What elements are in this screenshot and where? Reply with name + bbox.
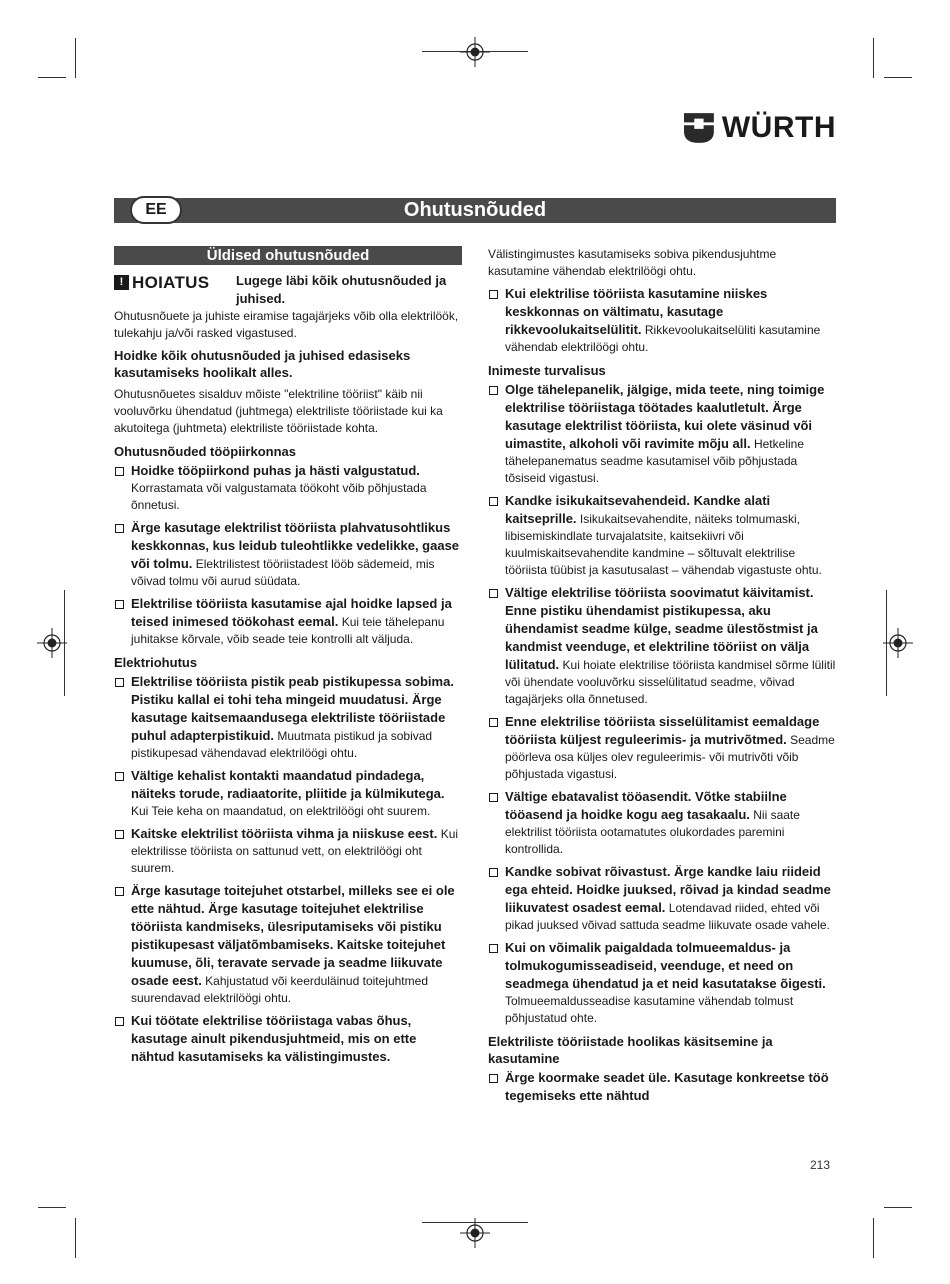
item-text: Elektrilistest tööriistadest lööb sädemeid, mis võivad tolmu või aurud süüdata. — [131, 557, 435, 588]
checkbox-bullet-icon — [115, 830, 124, 839]
item-bold: Kandke sobivat rõivastust. Ärge kandke laiu riideid ega ehteid. Hoidke juuksed, rõivad ja kindad seadme liikuvatest osadest eemal. — [505, 864, 831, 915]
item-bold: Elektrilise tööriista kasutamise ajal hoidke lapsed ja teised inimesed töökohast eemal. — [131, 596, 452, 629]
item-text: Rikkevoolukaitselüliti kasutamine vähendab elektrilöögi ohtu. — [505, 323, 821, 354]
list-item — [488, 492, 836, 579]
checkbox-bullet-icon — [115, 772, 124, 781]
workplace-list — [114, 462, 462, 648]
checkbox-bullet-icon — [115, 524, 124, 533]
checkbox-bullet-icon — [115, 600, 124, 609]
registration-mark-left — [37, 628, 67, 658]
list-item — [488, 788, 836, 858]
keep-instructions: Hoidke kõik ohutusnõuded ja juhised edasiseks kasutamiseks hoolikalt alles. — [114, 348, 411, 380]
checkbox-bullet-icon — [489, 290, 498, 299]
item-bold: Kaitske elektrilist tööriista vihma ja niiskuse eest. — [131, 826, 438, 841]
section-title: Üldised ohutusnõuded — [114, 246, 462, 265]
crop-mark — [873, 38, 874, 78]
left-column — [114, 246, 462, 1071]
item-bold: Elektrilise tööriista pistik peab pistikupessa sobima. Pistiku kallal ei tohi teha mingeid muudatusi. Ärge kasutage kaitsemaandusega elektriliste tööriistade puhul adapterpistikuid. — [131, 674, 454, 743]
item-bold: Kui on võimalik paigaldada tolmueemaldus- ja tolmukogumisseadiseid, veenduge, et need on seadmega ühendatud ja et neid kasutatakse õigesti. — [505, 940, 826, 991]
warning-lead — [236, 272, 462, 308]
item-bold: Olge tähelepanelik, jälgige, mida teete, ning toimige elektrilise tööriistaga töötades kaalutletult. Ärge kasutage elektrilist tööriista, kui olete väsinud või uimastite, alkoholi või ravimite mõju all. — [505, 382, 825, 451]
definition-text: Ohutusnõuetes sisalduv mõiste "elektriline tööriist" käib nii vooluvõrku ühendatud (juhtmega) elektriliste tööriistade kui ka akutoitega (juhtmeta) elektriliste tööriistade kohta. — [114, 387, 443, 435]
list-item — [488, 939, 836, 1027]
personal-list — [488, 381, 836, 1027]
item-text: Nii saate elektrilist tööriista ootamatutes olukordades paremini kontrollida. — [505, 808, 800, 856]
list-item — [114, 1012, 462, 1066]
list-item — [488, 381, 836, 487]
item-bold: Vältige elektrilise tööriista soovimatut käivitamist. Enne pistiku ühendamist pistikupessa, aku ühendamist seadme külge, seadme ülestõstmist ja kandmist veenduge, et elektriline tööriist on välja lülitatud. — [505, 585, 818, 672]
language-badge: EE — [130, 196, 182, 224]
checkbox-bullet-icon — [489, 497, 498, 506]
checkbox-bullet-icon — [489, 589, 498, 598]
checkbox-bullet-icon — [489, 868, 498, 877]
crop-mark — [38, 1207, 66, 1208]
warning-block — [114, 272, 462, 308]
item-text: Muutmata pistikud ja sobivad pistikupesad vähendavad elektrilöögi ohtu. — [131, 729, 433, 760]
warning-label: HOIATUS — [132, 272, 210, 292]
list-item — [114, 595, 462, 648]
item-text: Lotendavad riided, ehted või pikad juuksed võivad sattuda seadme liikuvate osade vahele. — [505, 901, 830, 932]
item-text: Seadme pöörleva osa küljes olev reguleerimis- või mutrivõti võib põhjustada vigastusi. — [505, 733, 835, 781]
checkbox-bullet-icon — [489, 718, 498, 727]
list-item — [114, 825, 462, 877]
item-text: Kahjustatud või keerduläinud toitejuhtmed suurendavad elektrilöögi ohtu. — [131, 974, 428, 1005]
item-text: Kui teie tähelepanu juhitakse kõrvale, võib seade teie kontrolli alt väljuda. — [131, 615, 445, 646]
list-item — [488, 1069, 836, 1105]
item-bold: Kui elektrilise tööriista kasutamine niiskes keskkonnas on vältimatu, kasutage rikkevoolukaitselülitit. — [505, 286, 768, 337]
right-column — [488, 246, 836, 1110]
checkbox-bullet-icon — [489, 1074, 498, 1083]
electrical-heading: Elektriohutus — [114, 655, 198, 670]
list-item — [114, 882, 462, 1007]
registration-mark-bottom — [460, 1218, 490, 1248]
brand-name: WÜRTH — [721, 111, 836, 144]
item-bold: Ärge koormake seadet üle. Kasutage konkreetse töö tegemiseks ette nähtud — [505, 1070, 829, 1103]
workplace-heading: Ohutusnõuded tööpiirkonnas — [114, 444, 296, 459]
page-title: Ohutusnõuded — [403, 199, 547, 221]
list-item — [488, 713, 836, 783]
outdoor-extension-text: Välistingimustes kasutamiseks sobiva pikendusjuhtme kasutamine vähendab elektrilöögi ohtu. — [488, 247, 777, 278]
crop-mark — [38, 77, 66, 78]
warning-bold: Lugege läbi kõik ohutusnõuded ja juhised. — [236, 273, 447, 306]
page-number: 213 — [810, 1158, 831, 1172]
checkbox-bullet-icon — [489, 386, 498, 395]
personal-heading: Inimeste turvalisus — [488, 363, 606, 378]
list-item — [114, 673, 462, 762]
checkbox-bullet-icon — [115, 678, 124, 687]
item-text: Isikukaitsevahendite, näiteks tolmumaski, libisemiskindlate turvajalatsite, kaitsekiivri või kuulmiskaitsevahendite kandmine – sõltuvalt elektrilise tööriista tüübist ja kasutusalast – vähendab vigastuste ohtu. — [505, 512, 822, 577]
warning-text: Ohutusnõuete ja juhiste eiramise tagajärjeks võib olla elektrilöök, tulekahju ja/või rasked vigastused. — [114, 309, 459, 340]
checkbox-bullet-icon — [115, 1017, 124, 1026]
item-text: Kui Teie keha on maandatud, on elektrilöögi oht suurem. — [131, 804, 431, 818]
crop-mark — [884, 1207, 912, 1208]
item-text: Hetkeline tähelepanematus seadme kasutamisel võib põhjustada tõsiseid vigastusi. — [505, 437, 804, 485]
crop-mark — [75, 1218, 76, 1258]
item-bold: Ärge kasutage elektrilist tööriista plahvatusohtlikus keskkonnas, kus leidub tuleohtlikke vedelikke, gaase või tolmu. — [131, 520, 460, 571]
wurth-emblem-icon — [684, 112, 714, 144]
item-text: Kui hoiate elektrilise tööriista kandmisel sõrme lülitil või ühendate vooluvõrku sisselülitatud seadme, võivad tagajärjeks olla õnnetused. — [505, 658, 836, 706]
crop-mark — [884, 77, 912, 78]
crop-mark — [75, 38, 76, 78]
item-bold: Hoidke tööpiirkond puhas ja hästi valgustatud. — [131, 463, 420, 478]
list-item — [488, 285, 836, 356]
item-bold: Enne elektrilise tööriista sisselülitamist eemaldage tööriista küljest reguleerimis- ja mutrivõtmed. — [505, 714, 820, 747]
handling-list — [488, 1069, 836, 1105]
list-item — [488, 584, 836, 708]
item-text: Kui elektrilisse tööriista on sattunud vett, on elektrilöögi oht suurem. — [131, 827, 459, 875]
list-item — [114, 767, 462, 820]
warning-badge — [114, 273, 236, 291]
registration-mark-top — [460, 37, 490, 67]
list-item — [488, 863, 836, 934]
checkbox-bullet-icon — [115, 887, 124, 896]
item-text: Tolmueemaldusseadise kasutamine vähendab tolmust põhjustatud ohte. — [505, 994, 794, 1025]
checkbox-bullet-icon — [115, 467, 124, 476]
checkbox-bullet-icon — [489, 793, 498, 802]
item-text: Korrastamata või valgustamata töökoht võib põhjustada õnnetusi. — [131, 481, 427, 512]
item-bold: Kui töötate elektrilise tööriistaga vabas õhus, kasutage ainult pikendusjuhtmeid, mis on ette nähtud kasutamiseks ka välistingimustes. — [131, 1013, 417, 1064]
wurth-logo — [684, 112, 836, 144]
warning-triangle-icon: ! — [114, 275, 129, 290]
handling-heading: Elektriliste tööriistade hoolikas käsitsemine ja kasutamine — [488, 1034, 773, 1066]
list-item — [114, 462, 462, 514]
item-bold: Ärge kasutage toitejuhet otstarbel, milleks see ei ole ette nähtud. Ärge kasutage toitejuhet elektrilise tööriista kandmiseks, ülesriputamiseks või pistiku pistikupesast väljatõmbamiseks. Kaitske toitejuhet kuumuse, õli, teravate servade ja seadme liikuvate osade eest. — [131, 883, 455, 988]
item-bold: Vältige kehalist kontakti maandatud pindadega, näiteks torude, radiaatorite, pliitide ja külmikutega. — [131, 768, 445, 801]
list-item — [114, 519, 462, 590]
item-bold: Vältige ebatavalist tööasendit. Võtke stabiilne tööasend ja hoidke kogu aeg tasakaalu. — [505, 789, 787, 822]
electrical-list — [114, 673, 462, 1066]
crop-mark — [873, 1218, 874, 1258]
item-bold: Kandke isikukaitsevahendeid. Kandke alati kaitseprille. — [505, 493, 771, 526]
registration-mark-right — [883, 628, 913, 658]
checkbox-bullet-icon — [489, 944, 498, 953]
